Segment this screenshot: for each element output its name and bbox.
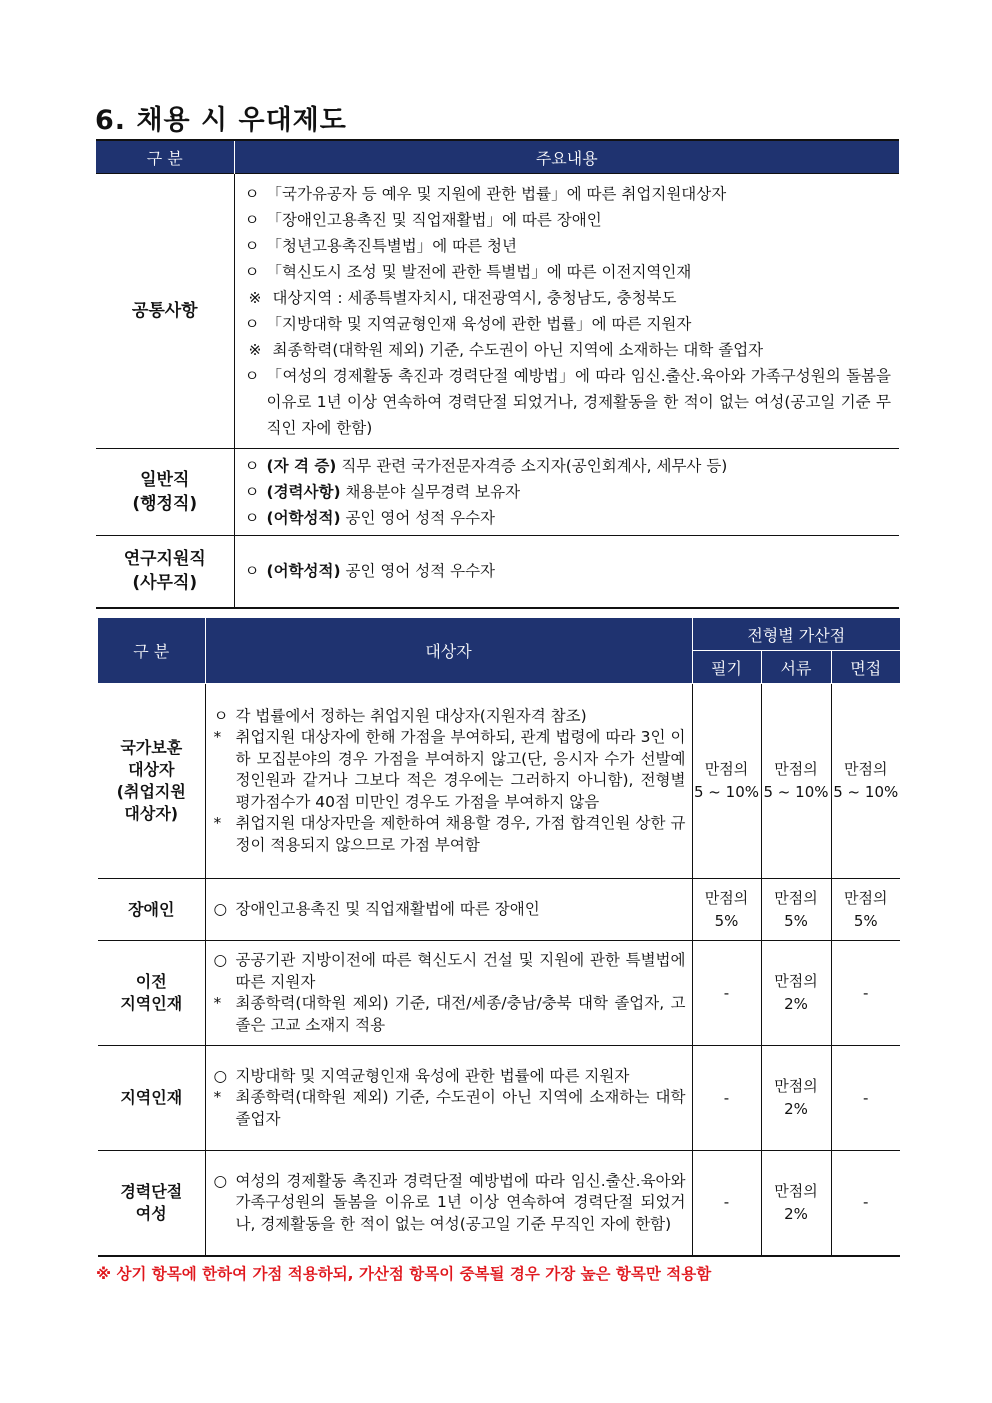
list-item	[245, 181, 892, 207]
table-row	[96, 536, 899, 608]
table-row	[98, 1151, 900, 1256]
points-cell	[831, 879, 900, 941]
points-cell	[692, 684, 761, 879]
list-item	[245, 479, 892, 505]
footnote: ※ 상기 항목에 한하여 가점 적용하되, 가산점 항목이 중복될 경우 가장 높은 항목만 적용함	[96, 1265, 712, 1283]
bullet-marker: *	[213, 1088, 222, 1107]
category-line: (행정직)	[132, 494, 198, 514]
row-category	[98, 941, 205, 1046]
bullet-marker: ㅇ	[244, 457, 260, 475]
row-category	[98, 1046, 205, 1151]
points-cell	[761, 879, 831, 941]
row-category	[98, 879, 205, 941]
table-row	[98, 941, 900, 1046]
list-item	[214, 1087, 686, 1130]
list-item-text: 여성의 경제활동 촉진과 경력단절 예방법에 따라 임신.출산.육아와 가족구성원의 돌봄을 이유로 1년 이상 연속하여 경력단절 되었거나, 경제활동을 한 적이 없는 여성(공고일 기준 무직인 자에 한함)	[235, 1171, 686, 1233]
list-item-text	[267, 453, 892, 479]
category-line: 대상자	[128, 760, 175, 779]
header-documents: 서류	[761, 651, 831, 684]
bullet-marker: ○	[213, 1171, 228, 1190]
row-target	[205, 1151, 692, 1256]
row-category	[96, 449, 234, 536]
item-text: 「청년고용촉진특별법」에 따른 청년	[266, 237, 517, 255]
row-category	[98, 684, 205, 879]
points-value: 5 ~ 10%	[763, 783, 829, 801]
category-line: 공통사항	[131, 301, 198, 321]
bullet-marker: ㅇ	[244, 237, 260, 255]
list-item-text	[267, 259, 892, 285]
header-content: 주요내용	[234, 140, 899, 174]
list-item	[245, 453, 892, 479]
list-item	[214, 706, 686, 728]
points-value: 5 ~ 10%	[694, 783, 759, 801]
points-cell	[761, 1046, 831, 1151]
points-value: 만점의	[774, 1077, 818, 1095]
list-item-text	[267, 505, 892, 531]
points-value: 만점의	[844, 760, 888, 778]
item-label: (자 격 증)	[266, 457, 337, 475]
row-category	[96, 536, 234, 608]
list-item-text: 공공기관 지방이전에 따른 혁신도시 건설 및 지원에 관한 특별법에 따른 지원자	[235, 951, 686, 991]
list-item-text: 최종학력(대학원 제외) 기준, 대전/세종/충남/충북 대학 졸업자, 고졸은 고교 소재지 적용	[235, 994, 686, 1034]
item-text: 최종학력(대학원 제외) 기준, 수도권이 아닌 지역에 소재하는 대학 졸업자	[272, 341, 764, 359]
item-text: 「혁신도시 조성 및 발전에 관한 특별법」에 따른 이전지역인재	[266, 263, 692, 281]
list-item-text: 장애인고용촉진 및 직업재활법에 따른 장애인	[235, 899, 540, 918]
item-text: 「여성의 경제활동 촉진과 경력단절 예방법」에 따라 임신.출산.육아와 가족구성원의 돌봄을 이유로 1년 이상 연속하여 경력단절 되었거나, 경제활동을 한 적이 없는 여성(공고일 기준 무직인 자에 한함)	[266, 367, 891, 437]
section-title: 6. 채용 시 우대제도	[95, 105, 347, 136]
points-value: -	[863, 1193, 869, 1212]
item-text: 「국가유공자 등 예우 및 지원에 관한 법률」에 따른 취업지원대상자	[266, 185, 727, 203]
points-value: 5%	[784, 911, 808, 930]
points-value: 2%	[784, 995, 808, 1013]
points-value: 2%	[784, 1100, 808, 1118]
list-item	[245, 558, 892, 584]
item-label: (경력사항)	[266, 483, 341, 501]
list-item	[245, 311, 892, 337]
bullet-marker: ㅇ	[244, 562, 260, 581]
bonus-points-table	[98, 617, 900, 1257]
row-content	[234, 449, 899, 536]
list-item-text	[267, 479, 892, 505]
points-cell	[831, 941, 900, 1046]
points-value: -	[863, 983, 869, 1002]
bullet-marker: ㅇ	[244, 367, 260, 385]
list-item	[214, 727, 686, 813]
item-label: (어학성적)	[266, 562, 341, 581]
row-content	[234, 536, 899, 608]
points-cell	[692, 1151, 761, 1256]
points-cell	[761, 684, 831, 879]
list-item-text	[267, 558, 892, 584]
header-category: 구 분	[96, 140, 234, 174]
points-cell	[831, 1151, 900, 1256]
item-text: 직무 관련 국가전문자격증 소지자(공인회계사, 세무사 등)	[336, 457, 728, 475]
category-line: (취업지원	[116, 782, 186, 801]
item-text: 「지방대학 및 지역균형인재 육성에 관한 법률」에 따른 지원자	[266, 315, 692, 333]
points-value: 만점의	[774, 972, 818, 990]
points-value: -	[723, 983, 730, 1002]
points-value: 5%	[853, 911, 878, 930]
list-item	[245, 259, 892, 285]
list-item	[245, 207, 892, 233]
points-value: 2%	[784, 1204, 808, 1223]
category-line: 연구지원직	[123, 549, 206, 570]
points-cell	[692, 941, 761, 1046]
points-value: 만점의	[774, 888, 818, 907]
list-item-text	[267, 207, 892, 233]
list-item-text: 취업지원 대상자에 한해 가점을 부여하되, 관계 법령에 따라 3인 이하 모집분야의 경우 가점을 부여하지 않고(단, 응시자 수가 선발예정인원과 같거나 그보다 적은 경우에는 그러하지 아니함), 전형별 평가점수가 40점 미만인 경우도 가점을 부여하지 않음	[235, 728, 686, 811]
row-category	[98, 1151, 205, 1256]
category-line: (사무직)	[132, 573, 198, 594]
points-value: 만점의	[774, 1181, 818, 1200]
points-cell	[831, 1046, 900, 1151]
list-item-text	[267, 233, 892, 259]
list-item-text	[273, 285, 892, 311]
list-item	[245, 233, 892, 259]
bullet-marker: ㅇ	[244, 315, 260, 333]
header-points: 전형별 가산점	[692, 618, 900, 651]
category-line: 일반직	[140, 470, 190, 490]
category-line: 장애인	[128, 899, 175, 919]
bullet-marker: ㅇ	[244, 211, 260, 229]
list-item-text: 지방대학 및 지역균형인재 육성에 관한 법률에 따른 지원자	[235, 1066, 630, 1085]
bullet-marker: ㅇ	[244, 185, 260, 203]
row-content	[234, 174, 899, 449]
item-text: 「장애인고용촉진 및 직업재활법」에 따른 장애인	[266, 211, 602, 229]
bullet-marker: ※	[248, 289, 262, 307]
bullet-marker: ○	[213, 951, 228, 969]
category-line: 이전	[135, 972, 167, 991]
points-cell	[831, 684, 900, 879]
category-line: 지역인재	[120, 994, 183, 1013]
points-value: 만점의	[774, 760, 818, 778]
bullet-marker: ㅇ	[244, 263, 260, 281]
points-value: 5 ~ 10%	[833, 783, 899, 801]
list-item	[214, 1066, 686, 1088]
points-value: -	[863, 1088, 869, 1107]
points-value: 만점의	[704, 760, 749, 778]
list-item	[214, 899, 686, 921]
points-value: -	[723, 1193, 730, 1212]
item-label: (어학성적)	[266, 509, 341, 527]
header-interview: 면접	[831, 651, 900, 684]
header-written: 필기	[692, 651, 761, 684]
bullet-marker: ○	[213, 1066, 228, 1085]
list-item	[245, 285, 892, 311]
table-row	[98, 684, 900, 879]
row-category	[96, 174, 234, 449]
table-row	[96, 174, 899, 449]
list-item	[214, 1171, 686, 1236]
points-cell	[761, 1151, 831, 1256]
item-text: 대상지역 : 세종특별자치시, 대전광역시, 충청남도, 충청북도	[272, 289, 677, 307]
header-category: 구 분	[98, 618, 205, 684]
bullet-marker: ※	[248, 341, 262, 359]
points-value: 만점의	[704, 888, 749, 907]
row-target	[205, 941, 692, 1046]
table-row	[98, 1046, 900, 1151]
bullet-marker: ○	[213, 899, 228, 918]
category-line: 국가보훈	[120, 738, 183, 757]
list-item	[214, 993, 686, 1036]
bullet-marker: ㅇ	[213, 706, 229, 725]
list-item	[245, 337, 892, 363]
list-item-text	[267, 181, 892, 207]
bullet-marker: ㅇ	[244, 509, 260, 527]
list-item	[245, 505, 892, 531]
list-item-text	[273, 337, 892, 363]
bullet-marker: *	[213, 994, 222, 1012]
points-value: -	[723, 1088, 730, 1107]
table-row	[96, 449, 899, 536]
category-line: 여성	[135, 1203, 167, 1223]
list-item-text	[267, 363, 892, 441]
bullet-marker: *	[213, 728, 222, 747]
points-value: 5%	[714, 911, 739, 930]
row-target	[205, 684, 692, 879]
points-cell	[692, 879, 761, 941]
points-cell	[692, 1046, 761, 1151]
list-item-text: 각 법률에서 정하는 취업지원 대상자(지원자격 참조)	[235, 706, 587, 725]
list-item	[214, 950, 686, 993]
category-line: 경력단절	[120, 1181, 183, 1201]
list-item-text: 취업지원 대상자만을 제한하여 채용할 경우, 가점 합격인원 상한 규정이 적용되지 않으므로 가점 부여함	[235, 814, 686, 854]
category-line: 지역인재	[120, 1088, 183, 1107]
preference-table	[96, 139, 899, 609]
points-cell	[761, 941, 831, 1046]
list-item	[245, 363, 892, 441]
bullet-marker: ㅇ	[244, 483, 260, 501]
item-text: 공인 영어 성적 우수자	[340, 562, 496, 581]
list-item-text	[267, 311, 892, 337]
points-value: 만점의	[844, 888, 888, 907]
row-target	[205, 879, 692, 941]
table-row	[98, 879, 900, 941]
list-item-text: 최종학력(대학원 제외) 기준, 수도권이 아닌 지역에 소재하는 대학 졸업자	[235, 1088, 686, 1128]
bullet-marker: *	[213, 814, 222, 833]
item-text: 공인 영어 성적 우수자	[340, 509, 496, 527]
list-item	[214, 813, 686, 856]
item-text: 채용분야 실무경력 보유자	[340, 483, 521, 501]
row-target	[205, 1046, 692, 1151]
header-target: 대상자	[205, 618, 692, 684]
category-line: 대상자)	[124, 804, 179, 823]
